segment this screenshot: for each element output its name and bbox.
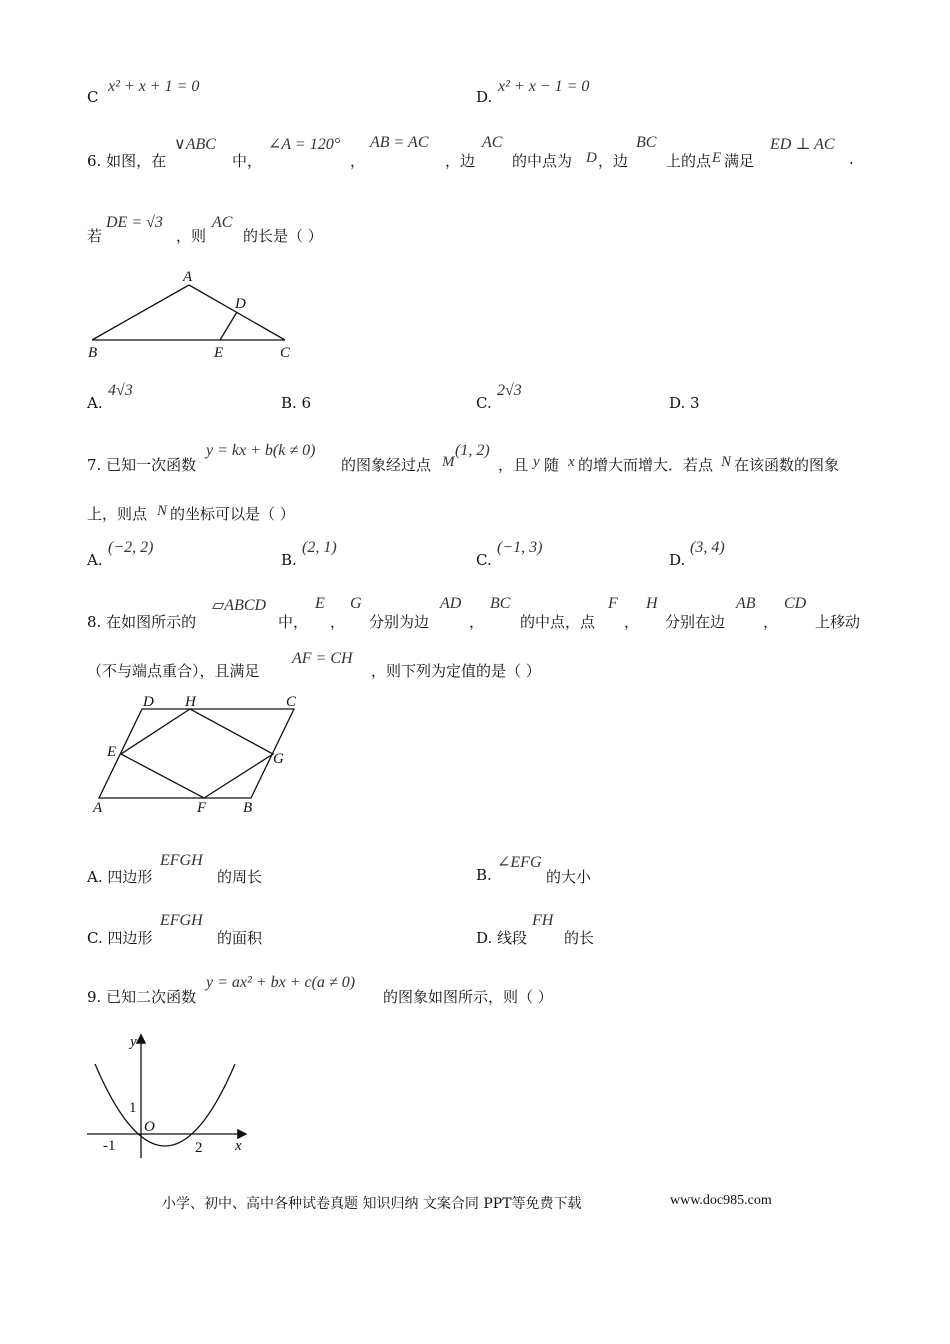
q6-option-a-label: A. (87, 394, 103, 412)
q7-var: N (157, 503, 168, 519)
vertex-label-b: B (243, 800, 253, 816)
q6-text: 的中点为 (512, 152, 573, 170)
q6-option-a-value: 4√3 (108, 382, 133, 399)
q8-math: H (646, 595, 658, 612)
q7-option-b-value: (2, 1) (302, 539, 337, 556)
q7-var: y (533, 454, 540, 470)
q6-option-c-label: C. (476, 394, 492, 412)
q8-option-c-label: C. 四边形 (87, 929, 153, 947)
q8-math: F (608, 595, 618, 612)
tick-label-1: 1 (129, 1100, 137, 1116)
q8-option-c-expr: EFGH (160, 912, 203, 929)
q9-math: y = ax² + bx + c(a ≠ 0) (206, 974, 356, 991)
q8-math: AD (440, 595, 462, 612)
q7-text: 的图象经过点 (341, 456, 432, 474)
quadrilateral-efgh (121, 709, 273, 798)
q8-option-d-label: D. 线段 (476, 929, 528, 947)
axis-label-x: x (235, 1138, 242, 1154)
q7-text: 7. 已知一次函数 (87, 456, 197, 474)
q7-option-b-label: B. (281, 551, 297, 569)
q8-option-a-label: A. 四边形 (87, 868, 153, 886)
q6-text: 6. 如图，在 (87, 152, 167, 170)
q9-parabola-figure (85, 1030, 255, 1160)
edge-ab (92, 285, 189, 340)
q8-text: 的中点，点 (520, 613, 596, 631)
tick-label-neg1: -1 (103, 1138, 116, 1154)
q8-math: AB (736, 595, 756, 612)
q7-option-a-label: A. (87, 551, 103, 569)
q8-math: ▱ABCD (212, 597, 267, 614)
point-label-f: F (197, 800, 207, 816)
q8-text: ， (330, 613, 346, 631)
q9-text: 9. 已知二次函数 (87, 988, 197, 1006)
q8-text: ， (469, 613, 485, 631)
point-label-d: D (235, 296, 246, 312)
q7-text: ，且 (498, 456, 529, 474)
q7-option-d-label: D. (669, 551, 686, 569)
q6-text: ，则 (176, 227, 207, 245)
q6-option-d: D. 3 (669, 394, 700, 412)
parallelogram-abcd (99, 709, 294, 798)
q8-text: ， (763, 613, 779, 631)
q8-option-d-suffix: 的长 (564, 929, 595, 947)
segment-ed (220, 312, 237, 340)
q7-math: y = kx + b(k ≠ 0) (206, 442, 316, 459)
q8-option-a-suffix: 的周长 (217, 868, 263, 886)
q6-option-c-value: 2√3 (497, 382, 522, 399)
point-label-e: E (214, 345, 224, 361)
vertex-label-a: A (183, 269, 193, 285)
q7-var: M (442, 454, 455, 470)
origin-label: O (144, 1119, 155, 1135)
axis-label-y: y (130, 1034, 137, 1050)
point-label-h: H (185, 694, 196, 710)
q7-text: 随 (544, 456, 560, 474)
q7-option-d-value: (3, 4) (690, 539, 725, 556)
q8-text: 上移动 (815, 613, 861, 631)
q7-text: 上，则点 (87, 505, 148, 523)
q8-math: CD (784, 595, 807, 612)
tick-label-2: 2 (195, 1140, 203, 1156)
q7-option-c-value: (−1, 3) (497, 539, 543, 556)
q7-text: 的坐标可以是（ ） (170, 505, 295, 523)
q6-text: 满足 (724, 152, 755, 170)
q8-text: ，则下列为定值的是（ ） (371, 662, 541, 680)
q8-math: BC (490, 595, 511, 612)
point-label-g: G (273, 751, 284, 767)
footer-url[interactable]: www.doc985.com (670, 1193, 772, 1208)
q8-text: 分别为边 (369, 613, 430, 631)
q7-var: x (568, 454, 575, 470)
q8-option-b-expr: ∠EFG (497, 854, 542, 871)
q7-var: N (721, 454, 732, 470)
q6-math: AC (482, 134, 503, 151)
point-label-e: E (107, 744, 117, 760)
q7-math: (1, 2) (455, 442, 490, 459)
vertex-label-c: C (286, 694, 297, 710)
q6-math: AB = AC (370, 134, 429, 151)
q5-option-c-expr: x² + x + 1 = 0 (108, 78, 200, 95)
q8-text: 中， (278, 613, 309, 631)
q8-option-b-label: B. (476, 866, 492, 884)
q6-text: ，边 (598, 152, 629, 170)
q9-text: 的图象如图所示，则（ ） (383, 988, 553, 1006)
q6-math: ∠A = 120° (268, 136, 341, 153)
q8-parallelogram-figure (85, 688, 310, 820)
q8-option-a-expr: EFGH (160, 852, 203, 869)
q8-text: 8. 在如图所示的 (87, 613, 197, 631)
q6-text: 中， (232, 152, 263, 170)
q8-text: 分别在边 (665, 613, 726, 631)
q6-text: 的长是（ ） (243, 227, 323, 245)
q6-text: . (849, 150, 854, 168)
q5-option-d-label: D. (476, 88, 493, 106)
q7-option-c-label: C. (476, 551, 492, 569)
q6-text: ，边 (445, 152, 476, 170)
q6-option-b: B. 6 (281, 394, 312, 412)
q8-text: （不与端点重合），且满足 (87, 662, 260, 680)
footer-text: 小学、初中、高中各种试卷真题 知识归纳 文案合同 PPT等免费下载 (162, 1196, 582, 1212)
q6-math: ∨ABC (174, 136, 216, 153)
q6-math: AC (212, 214, 233, 231)
q6-triangle-figure (80, 262, 310, 364)
q6-text: 上的点 (666, 152, 712, 170)
q5-option-c-label: C (87, 88, 99, 106)
q8-math: G (350, 595, 362, 612)
q8-math: E (315, 595, 325, 612)
q7-text: 在该函数的图象 (734, 456, 840, 474)
vertex-label-a: A (93, 800, 103, 816)
q6-var: E (712, 150, 722, 166)
q8-option-c-suffix: 的面积 (217, 929, 263, 947)
q6-var: D (586, 150, 597, 166)
q7-option-a-value: (−2, 2) (108, 539, 154, 556)
q8-option-d-expr: FH (532, 912, 554, 929)
vertex-label-d: D (143, 694, 154, 710)
q6-text: ， (350, 152, 366, 170)
q6-math: ED ⊥ AC (770, 136, 835, 153)
vertex-label-c: C (280, 345, 291, 361)
q8-option-b-suffix: 的大小 (546, 868, 592, 886)
q8-text: ， (624, 613, 640, 631)
q6-math: DE = √3 (106, 214, 163, 231)
q6-text: 若 (87, 227, 103, 245)
q7-text: 的增大而增大．若点 (578, 456, 714, 474)
q8-math: AF = CH (292, 650, 353, 667)
vertex-label-b: B (88, 345, 98, 361)
q6-math: BC (636, 134, 657, 151)
q5-option-d-expr: x² + x − 1 = 0 (498, 78, 590, 95)
